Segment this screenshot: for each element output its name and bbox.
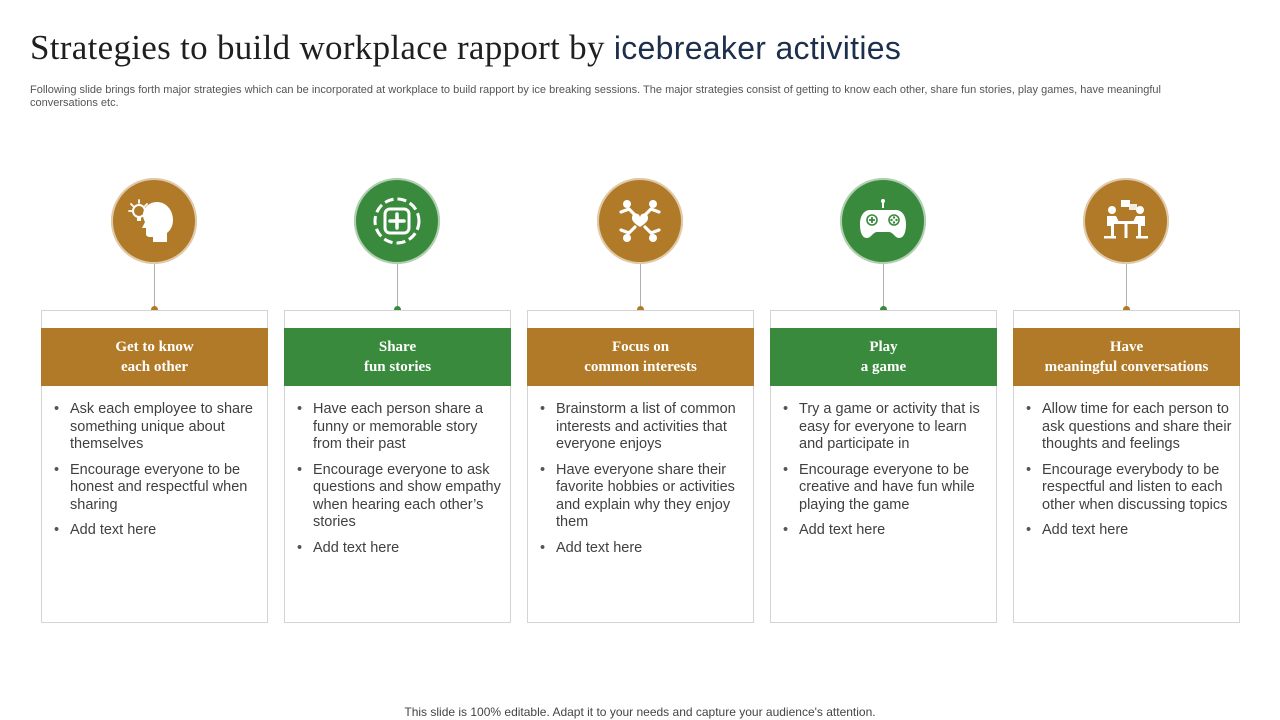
bullet-item: • Brainstorm a list of common interests and activities that everyone enjoys bbox=[540, 401, 746, 454]
strategy-column-3 bbox=[527, 178, 754, 623]
card-heading-line-2: each other bbox=[120, 359, 189, 375]
card-heading bbox=[527, 328, 754, 386]
card-heading-line-2: meaningful conversations bbox=[1044, 359, 1209, 375]
strategy-column-5 bbox=[1013, 178, 1240, 623]
bullet-item: • Encourage everybody to be respectful and listen to each other when discussing topics bbox=[1026, 462, 1232, 515]
connector-line bbox=[1126, 264, 1127, 308]
connector-line bbox=[154, 264, 155, 308]
page-title-accent: icebreaker activities bbox=[613, 30, 902, 66]
card-heading bbox=[41, 328, 268, 386]
footer-note: This slide is 100% editable. Adapt it to your needs and capture your audience's attention. bbox=[404, 705, 876, 719]
people-heart-icon bbox=[597, 178, 683, 264]
card-heading bbox=[770, 328, 997, 386]
page-subtitle: Following slide brings forth major strategies which can be incorporated at workplace to build rapport by ice breaking sessions. The major strategies consist of getting to know each other, share fun stories, play games, have meaningful conversations etc. bbox=[30, 84, 1161, 109]
head-lightbulb-icon bbox=[111, 178, 197, 264]
card-heading-line-1: Have bbox=[1109, 339, 1144, 355]
card-heading-line-2: fun stories bbox=[363, 359, 432, 375]
bullet-item: • Have each person share a funny or memorable story from their past bbox=[297, 401, 503, 454]
bullet-list bbox=[297, 401, 503, 565]
connector-line bbox=[397, 264, 398, 308]
bullet-list bbox=[783, 401, 989, 548]
card-heading-line-1: Play bbox=[869, 339, 898, 355]
connector-line bbox=[640, 264, 641, 308]
strategy-column-2 bbox=[284, 178, 511, 623]
bullet-item: • Add text here bbox=[1026, 522, 1232, 540]
bullet-item: • Add text here bbox=[540, 540, 746, 558]
bullet-list bbox=[1026, 401, 1232, 548]
page-title bbox=[30, 28, 901, 68]
bullet-item: • Allow time for each person to ask questions and share their thoughts and feelings bbox=[1026, 401, 1232, 454]
bullet-item: • Add text here bbox=[54, 522, 260, 540]
card-heading-line-2: a game bbox=[860, 359, 907, 375]
plus-badge-icon bbox=[354, 178, 440, 264]
strategy-column-4 bbox=[770, 178, 997, 623]
gamepad-icon bbox=[840, 178, 926, 264]
connector-line bbox=[883, 264, 884, 308]
card-heading bbox=[1013, 328, 1240, 386]
bullet-item: • Encourage everyone to be honest and respectful when sharing bbox=[54, 462, 260, 515]
bullet-list bbox=[540, 401, 746, 565]
bullet-item: • Try a game or activity that is easy for everyone to learn and participate in bbox=[783, 401, 989, 454]
bullet-item: • Have everyone share their favorite hobbies or activities and explain why they enjoy them bbox=[540, 462, 746, 532]
card-heading-line-1: Share bbox=[378, 339, 417, 355]
strategy-card bbox=[1013, 310, 1240, 623]
bullet-item: • Encourage everyone to be creative and have fun while playing the game bbox=[783, 462, 989, 515]
bullet-item: • Encourage everyone to ask questions and show empathy when hearing each other’s stories bbox=[297, 462, 503, 532]
strategy-card bbox=[527, 310, 754, 623]
bullet-item: • Add text here bbox=[783, 522, 989, 540]
conversation-table-icon bbox=[1083, 178, 1169, 264]
bullet-list bbox=[54, 401, 260, 548]
card-heading-line-1: Focus on bbox=[611, 339, 670, 355]
bullet-item: • Add text here bbox=[297, 540, 503, 558]
bullet-item: • Ask each employee to share something unique about themselves bbox=[54, 401, 260, 454]
strategy-card bbox=[770, 310, 997, 623]
page-title-main: Strategies to build workplace rapport by bbox=[30, 28, 605, 67]
card-heading bbox=[284, 328, 511, 386]
card-heading-line-1: Get to know bbox=[115, 339, 194, 355]
strategy-card bbox=[284, 310, 511, 623]
strategy-column-1 bbox=[41, 178, 268, 623]
strategy-card bbox=[41, 310, 268, 623]
card-heading-line-2: common interests bbox=[584, 359, 697, 375]
